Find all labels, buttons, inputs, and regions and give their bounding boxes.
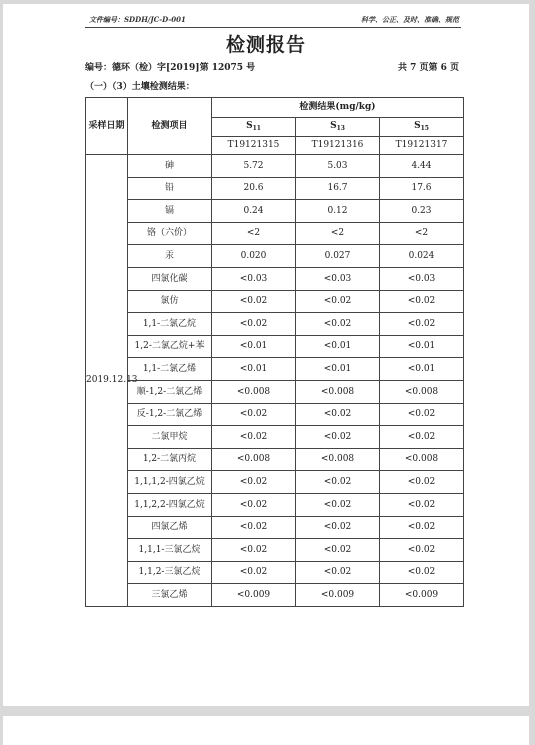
result-value: <0.03: [212, 267, 296, 290]
result-value: <0.008: [212, 380, 296, 403]
result-value: <0.03: [296, 267, 380, 290]
test-item: 1,1-二氯乙烷: [128, 313, 212, 336]
test-item: 1,1,2-三氯乙烷: [128, 561, 212, 584]
result-value: <0.02: [380, 471, 464, 494]
table-row: [86, 403, 464, 426]
result-value: <0.009: [380, 584, 464, 607]
result-value: 0.12: [296, 200, 380, 223]
result-value: 0.027: [296, 245, 380, 268]
test-item: 砷: [128, 155, 212, 178]
test-item: 镉: [128, 200, 212, 223]
result-value: <0.02: [212, 313, 296, 336]
table-row: [86, 358, 464, 381]
test-item: 汞: [128, 245, 212, 268]
sampling-date: 2019.12.13: [86, 155, 128, 607]
result-value: <2: [296, 222, 380, 245]
result-value: <0.02: [296, 313, 380, 336]
test-item: 反-1,2-二氯乙烯: [128, 403, 212, 426]
table-row: [86, 471, 464, 494]
result-value: <0.02: [296, 561, 380, 584]
result-value: <0.02: [296, 516, 380, 539]
result-value: <0.03: [380, 267, 464, 290]
table-header-row: [86, 98, 464, 118]
test-item: 1,1,1,2-四氯乙烷: [128, 471, 212, 494]
test-item: 顺-1,2-二氯乙烯: [128, 380, 212, 403]
table-row: [86, 177, 464, 200]
header-motto: 科学、公正、及时、准确、规范: [361, 15, 459, 24]
header-divider: [85, 27, 461, 28]
result-value: <0.02: [296, 493, 380, 516]
result-value: <0.02: [212, 493, 296, 516]
test-item: 四氯乙烯: [128, 516, 212, 539]
result-value: <0.02: [380, 313, 464, 336]
test-item: 铅: [128, 177, 212, 200]
sample-label: $S_{15}$: [380, 118, 464, 137]
page-title: 检测报告: [225, 34, 306, 56]
result-value: 5.72: [212, 155, 296, 178]
table-row: [86, 245, 464, 268]
table-row: [86, 155, 464, 178]
result-value: 0.23: [380, 200, 464, 223]
result-value: <0.02: [212, 403, 296, 426]
header-test-item: 检测项目: [128, 98, 212, 155]
header-result: 检测结果(mg/kg): [212, 98, 464, 118]
test-item: 三氯乙烯: [128, 584, 212, 607]
result-value: <0.008: [212, 448, 296, 471]
test-item: 1,1-二氯乙烯: [128, 358, 212, 381]
result-value: <0.02: [380, 539, 464, 562]
result-value: 4.44: [380, 155, 464, 178]
result-value: <2: [380, 222, 464, 245]
table-row: [86, 516, 464, 539]
result-value: <0.02: [380, 403, 464, 426]
table-row: [86, 222, 464, 245]
test-item: 1,1,1-三氯乙烷: [128, 539, 212, 562]
document-number: 文件编号：SDDH/JC-D-001: [89, 15, 186, 24]
result-value: <0.02: [380, 290, 464, 313]
table-row: [86, 290, 464, 313]
test-item: 1,2-二氯乙烷+苯: [128, 335, 212, 358]
result-value: <0.01: [380, 358, 464, 381]
test-item: 二氯甲烷: [128, 426, 212, 449]
result-value: 20.6: [212, 177, 296, 200]
result-value: 0.024: [380, 245, 464, 268]
result-value: 17.6: [380, 177, 464, 200]
result-value: <0.008: [296, 448, 380, 471]
page-info: 共 7 页第 6 页: [397, 63, 459, 73]
table-row: [86, 380, 464, 403]
sample-label: $S_{13}$: [296, 118, 380, 137]
sample-id: T19121316: [296, 137, 380, 155]
table-row: [86, 267, 464, 290]
table-row: [86, 335, 464, 358]
result-value: <0.008: [296, 380, 380, 403]
result-value: <0.02: [380, 516, 464, 539]
result-value: 0.020: [212, 245, 296, 268]
result-value: <0.02: [212, 516, 296, 539]
result-value: <0.02: [380, 561, 464, 584]
result-value: 16.7: [296, 177, 380, 200]
sample-id: T19121317: [380, 137, 464, 155]
result-value: <0.009: [296, 584, 380, 607]
result-value: <0.01: [380, 335, 464, 358]
table-row: [86, 561, 464, 584]
test-item: 氯仿: [128, 290, 212, 313]
result-value: <0.02: [296, 290, 380, 313]
table-row: [86, 200, 464, 223]
result-value: <0.02: [212, 426, 296, 449]
result-value: <0.01: [212, 358, 296, 381]
soil-results-table: [85, 97, 464, 607]
table-row: [86, 493, 464, 516]
result-value: <0.008: [380, 380, 464, 403]
table-row: [86, 426, 464, 449]
next-page-edge: [3, 716, 529, 745]
result-value: <0.02: [212, 561, 296, 584]
result-value: <0.02: [296, 539, 380, 562]
test-item: 铬（六价）: [128, 222, 212, 245]
report-page: [3, 4, 529, 706]
report-code: 编号：德环（检）字[2019]第 12075 号: [85, 63, 256, 73]
table-row: [86, 448, 464, 471]
result-value: <0.02: [380, 493, 464, 516]
result-value: <0.02: [296, 426, 380, 449]
test-item: 1,2-二氯丙烷: [128, 448, 212, 471]
result-value: <0.009: [212, 584, 296, 607]
result-value: <0.02: [296, 403, 380, 426]
result-value: <0.01: [212, 335, 296, 358]
table-row: [86, 539, 464, 562]
test-item: 1,1,2,2-四氯乙烷: [128, 493, 212, 516]
result-value: <0.02: [296, 471, 380, 494]
result-value: <2: [212, 222, 296, 245]
header-sampling-date: 采样日期: [86, 98, 128, 155]
table-row: [86, 584, 464, 607]
sample-label: $S_{11}$: [212, 118, 296, 137]
result-value: <0.02: [212, 539, 296, 562]
result-value: <0.02: [212, 290, 296, 313]
section-title: （一）（3）土壤检测结果：: [85, 82, 195, 92]
result-value: 5.03: [296, 155, 380, 178]
result-value: <0.02: [380, 426, 464, 449]
result-value: <0.01: [296, 358, 380, 381]
table-row: [86, 313, 464, 336]
test-item: 四氯化碳: [128, 267, 212, 290]
result-value: <0.01: [296, 335, 380, 358]
result-value: <0.008: [380, 448, 464, 471]
result-value: <0.02: [212, 471, 296, 494]
sample-id: T19121315: [212, 137, 296, 155]
result-value: 0.24: [212, 200, 296, 223]
